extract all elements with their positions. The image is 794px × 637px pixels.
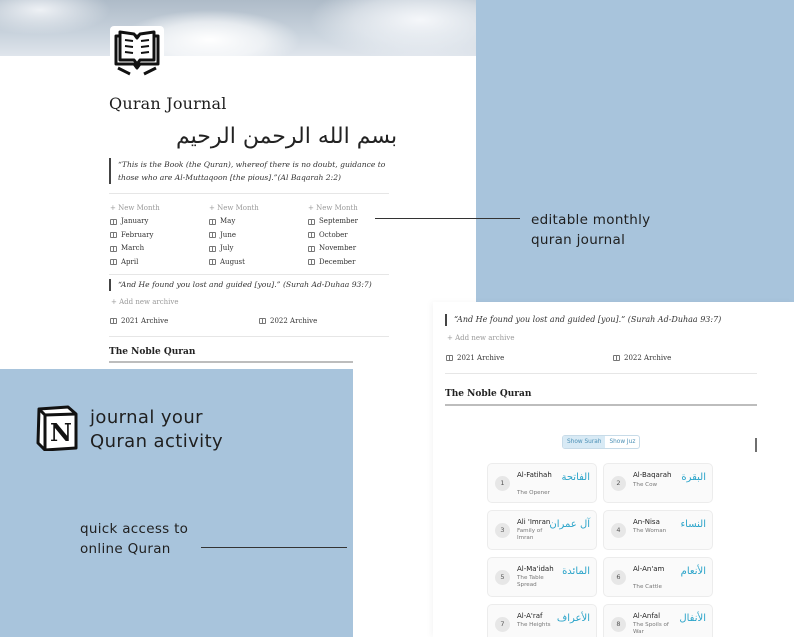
quran-journal-page <box>0 0 476 369</box>
new-month-button[interactable]: + New Month <box>209 204 259 212</box>
surah-number: 6 <box>611 570 626 585</box>
divider <box>109 193 389 194</box>
divider <box>109 274 389 275</box>
month-column-3 <box>308 202 403 269</box>
bismillah-calligraphy: بسم الله الرحمن الرحيم <box>176 124 398 149</box>
surah-number: 5 <box>495 570 510 585</box>
section-underline <box>445 404 757 406</box>
book-icon <box>613 355 620 361</box>
noble-quran-page <box>433 302 794 637</box>
surah-arabic: آل عمران <box>549 519 590 530</box>
book-icon <box>110 318 117 324</box>
book-icon <box>259 318 266 324</box>
month-item[interactable]: November <box>308 242 403 256</box>
annotation-editable: editable monthly quran journal <box>531 212 651 248</box>
book-icon <box>308 232 315 238</box>
surah-card[interactable] <box>603 557 713 597</box>
surah-juz-toggle <box>562 435 640 449</box>
annotation-quick-access: quick access to online Quran <box>80 521 189 557</box>
month-item[interactable]: February <box>110 229 205 243</box>
show-surah-tab[interactable]: Show Surah <box>563 436 605 448</box>
book-icon <box>446 355 453 361</box>
surah-number: 8 <box>611 617 626 632</box>
section-title: The Noble Quran <box>109 347 196 357</box>
quote-block: “And He found you lost and guided [you].” (Surah Ad-Duhaa 93:7) <box>109 279 372 291</box>
archive-2021-link[interactable]: 2021 Archive <box>446 354 504 362</box>
svg-text:N: N <box>50 418 72 447</box>
blue-background-top-right <box>476 0 794 302</box>
surah-arabic: البقرة <box>681 472 706 483</box>
surah-meaning: The Table Spread <box>517 575 544 588</box>
month-item[interactable]: January <box>110 215 205 229</box>
month-item[interactable]: July <box>209 242 304 256</box>
month-item[interactable]: March <box>110 242 205 256</box>
annotation-journal: journal your Quran activity <box>90 407 224 452</box>
surah-name: Al-Baqarah <box>633 471 672 479</box>
show-juz-tab[interactable]: Show Juz <box>609 439 636 445</box>
divider <box>445 373 757 374</box>
month-column-2 <box>209 202 304 269</box>
surah-meaning: The Spoils of War <box>633 622 669 635</box>
book-icon <box>110 219 117 225</box>
surah-meaning: The Heights <box>517 622 551 628</box>
section-title: The Noble Quran <box>445 389 532 399</box>
open-book-icon[interactable] <box>110 26 164 78</box>
pointer-line <box>375 218 520 219</box>
archive-2022-link[interactable]: 2022 Archive <box>613 354 671 362</box>
surah-name: Al-Anfal <box>633 612 661 620</box>
surah-name: Al-Fatihah <box>517 471 552 479</box>
section-underline <box>109 361 353 363</box>
month-item[interactable]: April <box>110 256 205 270</box>
surah-name: Al-Ma'idah <box>517 565 554 573</box>
surah-arabic: المائدة <box>562 566 590 577</box>
quote-block: “And He found you lost and guided [you].” (Surah Ad-Duhaa 93:7) <box>445 314 721 326</box>
add-archive-button[interactable]: + Add new archive <box>447 334 515 342</box>
book-icon <box>110 259 117 265</box>
divider <box>109 336 389 337</box>
surah-card[interactable] <box>487 604 597 637</box>
surah-arabic: الأنفال <box>679 613 706 624</box>
month-item[interactable]: August <box>209 256 304 270</box>
archive-2022-link[interactable]: 2022 Archive <box>259 317 317 325</box>
book-icon <box>308 259 315 265</box>
scrollbar[interactable] <box>755 438 757 452</box>
surah-name: Al-An'am <box>633 565 665 573</box>
month-item[interactable]: December <box>308 256 403 270</box>
notion-logo-icon <box>34 405 80 451</box>
surah-meaning: The Cow <box>633 482 658 488</box>
surah-name: Al-A'raf <box>517 612 543 620</box>
surah-meaning: The Woman <box>633 528 667 534</box>
cloud-cover-image <box>0 0 476 56</box>
surah-meaning: Family of Imran <box>517 528 543 541</box>
month-item[interactable]: May <box>209 215 304 229</box>
book-icon <box>308 246 315 252</box>
book-icon <box>209 246 216 252</box>
quote-block: “This is the Book (the Quran), whereof there is no doubt, guidance to those who are Al-Muttaqoon [the pious].”(Al Baqarah 2:2) <box>109 158 389 184</box>
surah-card[interactable] <box>487 463 597 503</box>
month-item[interactable]: October <box>308 229 403 243</box>
surah-card[interactable] <box>487 510 597 550</box>
surah-name: Ali 'Imran <box>517 518 551 526</box>
surah-number: 3 <box>495 523 510 538</box>
surah-arabic: الأنعام <box>680 566 706 577</box>
month-column-1 <box>110 202 205 269</box>
book-icon <box>209 219 216 225</box>
surah-meaning: The Opener <box>517 490 550 496</box>
surah-number: 4 <box>611 523 626 538</box>
archive-2021-link[interactable]: 2021 Archive <box>110 317 168 325</box>
surah-meaning: The Cattle <box>633 584 662 590</box>
new-month-button[interactable]: + New Month <box>308 204 358 212</box>
surah-card[interactable] <box>603 510 713 550</box>
month-item[interactable]: June <box>209 229 304 243</box>
surah-arabic: الفاتحة <box>561 472 590 483</box>
pointer-line <box>201 547 347 548</box>
surah-card[interactable] <box>603 463 713 503</box>
new-month-button[interactable]: + New Month <box>110 204 160 212</box>
surah-card[interactable] <box>487 557 597 597</box>
book-icon <box>209 232 216 238</box>
surah-number: 2 <box>611 476 626 491</box>
month-item[interactable]: September <box>308 215 403 229</box>
book-icon <box>308 219 315 225</box>
page-title: Quran Journal <box>109 94 227 113</box>
surah-arabic: الأعراف <box>556 613 590 624</box>
surah-number: 7 <box>495 617 510 632</box>
book-icon <box>110 246 117 252</box>
surah-number: 1 <box>495 476 510 491</box>
surah-name: An-Nisa <box>633 518 660 526</box>
book-icon <box>209 259 216 265</box>
surah-arabic: النساء <box>680 519 706 530</box>
book-icon <box>110 232 117 238</box>
surah-card[interactable] <box>603 604 713 637</box>
add-archive-button[interactable]: + Add new archive <box>111 298 179 306</box>
